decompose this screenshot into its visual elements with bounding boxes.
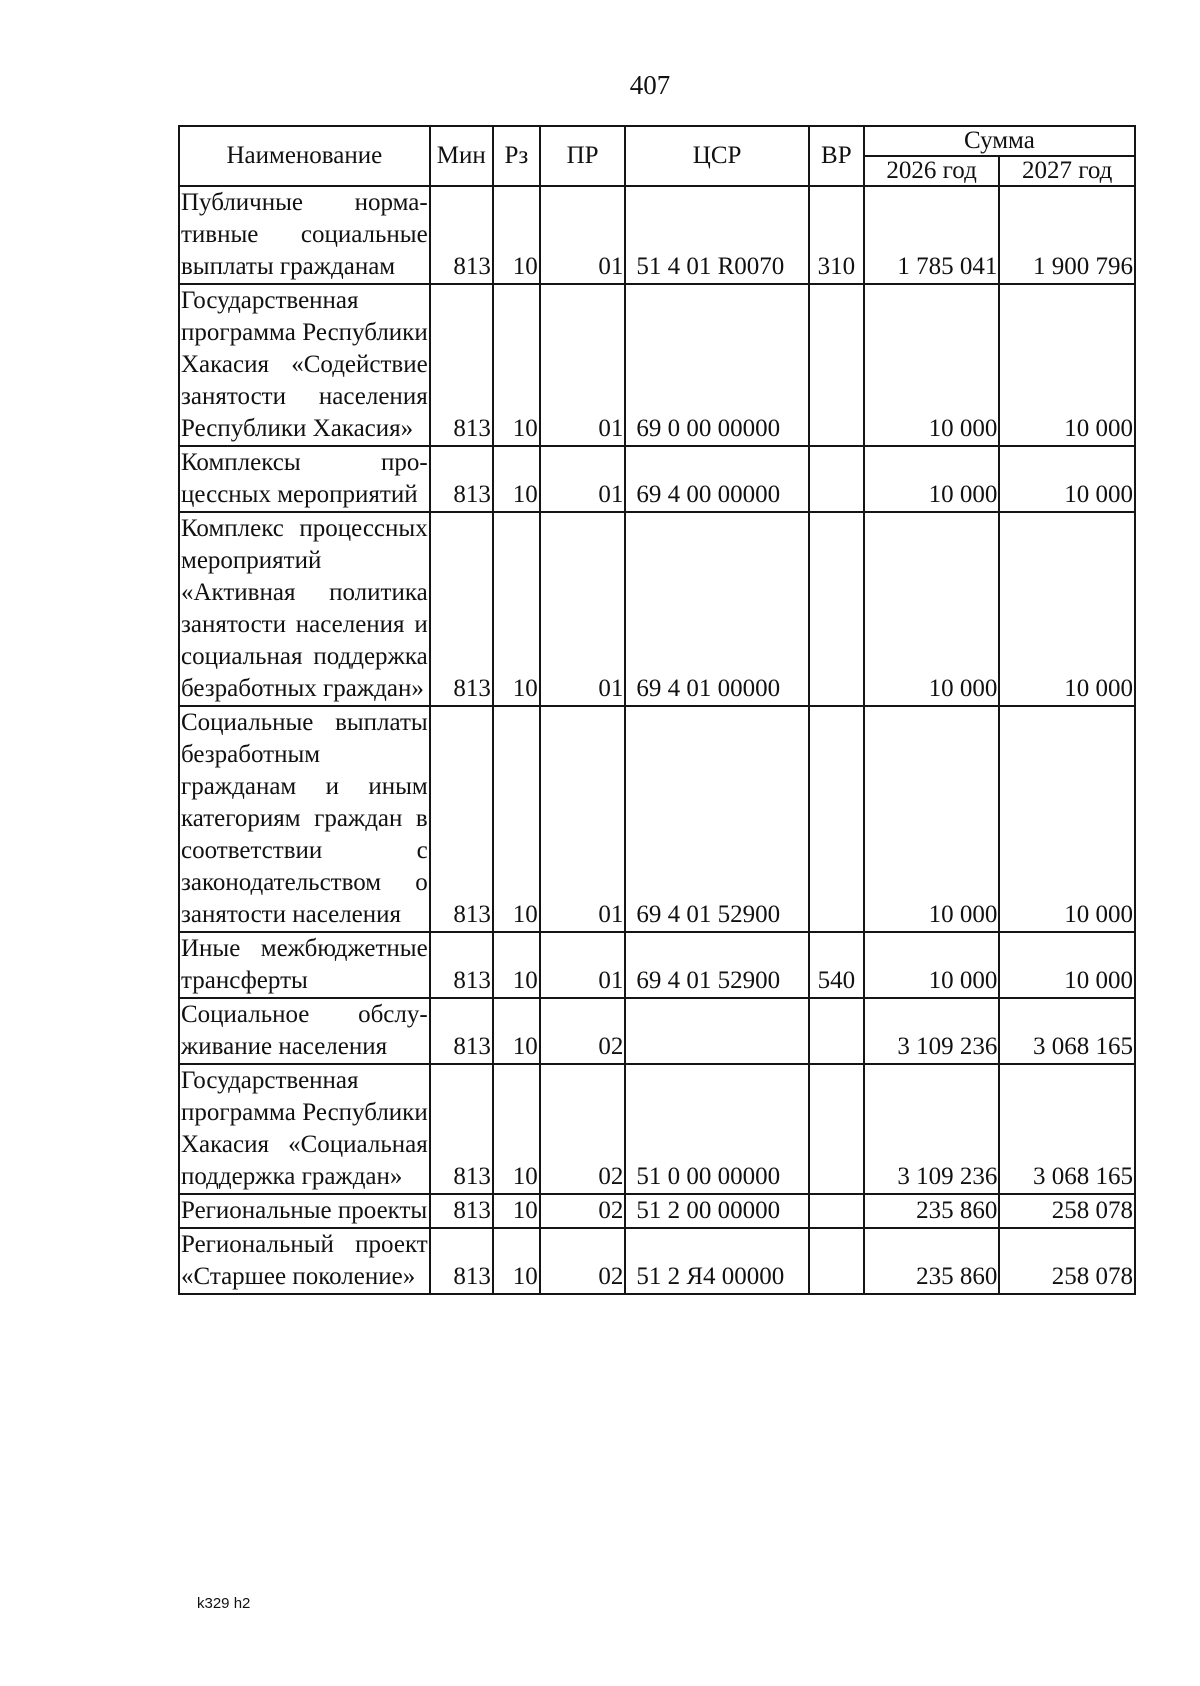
table-row bbox=[179, 1064, 1135, 1194]
row-amount-2026: 235 860 bbox=[864, 1228, 1000, 1294]
row-min: 813 bbox=[430, 512, 493, 706]
row-pr: 02 bbox=[540, 1228, 626, 1294]
row-amount-2027: 10 000 bbox=[999, 706, 1135, 932]
row-pr: 01 bbox=[540, 932, 626, 998]
row-rz: 10 bbox=[493, 1228, 540, 1294]
row-name: Государственная программа Республики Хакасия «Содействие занятости населения Республики Хакасия» bbox=[179, 284, 430, 446]
header-sum: Сумма bbox=[864, 126, 1135, 156]
row-min: 813 bbox=[430, 706, 493, 932]
row-rz: 10 bbox=[493, 1194, 540, 1228]
row-vr: 540 bbox=[809, 932, 864, 998]
row-min: 813 bbox=[430, 1064, 493, 1194]
header-rz: Рз bbox=[493, 126, 540, 186]
page-number: 407 bbox=[629, 70, 671, 100]
row-pr: 01 bbox=[540, 512, 626, 706]
row-csr: 51 2 Я4 00000 bbox=[625, 1228, 808, 1294]
row-vr bbox=[809, 706, 864, 932]
row-amount-2026: 10 000 bbox=[864, 284, 1000, 446]
row-name: Иные межбюджетные трансферты bbox=[179, 932, 430, 998]
row-amount-2026: 235 860 bbox=[864, 1194, 1000, 1228]
row-rz: 10 bbox=[493, 512, 540, 706]
row-csr: 69 4 01 52900 bbox=[625, 706, 808, 932]
row-name: Комплексы процессных мероприятий bbox=[179, 446, 430, 512]
header-pr: ПР bbox=[540, 126, 626, 186]
row-pr: 01 bbox=[540, 186, 626, 284]
row-name: Региональные проекты bbox=[179, 1194, 430, 1228]
table-row bbox=[179, 706, 1135, 932]
row-csr: 69 0 00 00000 bbox=[625, 284, 808, 446]
row-amount-2026: 10 000 bbox=[864, 512, 1000, 706]
table-row bbox=[179, 512, 1135, 706]
table-row bbox=[179, 284, 1135, 446]
row-vr bbox=[809, 284, 864, 446]
row-csr bbox=[625, 998, 808, 1064]
table-row bbox=[179, 446, 1135, 512]
row-name: Комплекс процессных мероприятий «Активная политика занятости населения и социальная поддержка безработных граждан» bbox=[179, 512, 430, 706]
budget-table bbox=[178, 125, 1136, 1295]
header-name: Наименование bbox=[179, 126, 430, 186]
row-min: 813 bbox=[430, 932, 493, 998]
header-vr: ВР bbox=[809, 126, 864, 186]
row-pr: 02 bbox=[540, 998, 626, 1064]
row-csr: 51 2 00 00000 bbox=[625, 1194, 808, 1228]
row-amount-2026: 3 109 236 bbox=[864, 1064, 1000, 1194]
row-name: Социальное обслуживание населения bbox=[179, 998, 430, 1064]
row-amount-2027: 3 068 165 bbox=[999, 998, 1135, 1064]
row-amount-2026: 10 000 bbox=[864, 932, 1000, 998]
row-vr bbox=[809, 446, 864, 512]
row-vr bbox=[809, 1228, 864, 1294]
row-name: Региональный проект «Старшее поколение» bbox=[179, 1228, 430, 1294]
row-name: Публичные нормативные социальные выплаты гражданам bbox=[179, 186, 430, 284]
row-pr: 01 bbox=[540, 446, 626, 512]
row-csr: 69 4 00 00000 bbox=[625, 446, 808, 512]
header-year-2026: 2026 год bbox=[864, 156, 1000, 186]
row-min: 813 bbox=[430, 1194, 493, 1228]
table-row bbox=[179, 1228, 1135, 1294]
row-vr bbox=[809, 512, 864, 706]
row-amount-2027: 258 078 bbox=[999, 1194, 1135, 1228]
row-min: 813 bbox=[430, 186, 493, 284]
header-csr: ЦСР bbox=[625, 126, 808, 186]
footer-code: k329 h2 bbox=[197, 1595, 251, 1612]
row-csr: 69 4 01 52900 bbox=[625, 932, 808, 998]
row-rz: 10 bbox=[493, 1064, 540, 1194]
header-year-2027: 2027 год bbox=[999, 156, 1135, 186]
row-amount-2026: 10 000 bbox=[864, 706, 1000, 932]
row-rz: 10 bbox=[493, 446, 540, 512]
row-name: Социальные выплаты безработным гражданам и иным категориям граждан в соответствии с законодательством о занятости населения bbox=[179, 706, 430, 932]
table-row bbox=[179, 186, 1135, 284]
row-amount-2027: 3 068 165 bbox=[999, 1064, 1135, 1194]
table-row bbox=[179, 998, 1135, 1064]
table-body bbox=[179, 186, 1135, 1294]
row-min: 813 bbox=[430, 446, 493, 512]
row-name: Государственная программа Республики Хакасия «Социальная поддержка граждан» bbox=[179, 1064, 430, 1194]
row-min: 813 bbox=[430, 284, 493, 446]
table-header-row bbox=[179, 126, 1135, 156]
row-amount-2027: 10 000 bbox=[999, 932, 1135, 998]
row-vr bbox=[809, 998, 864, 1064]
row-pr: 02 bbox=[540, 1194, 626, 1228]
row-csr: 69 4 01 00000 bbox=[625, 512, 808, 706]
header-min: Мин bbox=[430, 126, 493, 186]
row-min: 813 bbox=[430, 998, 493, 1064]
row-rz: 10 bbox=[493, 284, 540, 446]
row-csr: 51 4 01 R0070 bbox=[625, 186, 808, 284]
row-pr: 01 bbox=[540, 706, 626, 932]
row-amount-2026: 3 109 236 bbox=[864, 998, 1000, 1064]
row-vr bbox=[809, 1194, 864, 1228]
row-pr: 02 bbox=[540, 1064, 626, 1194]
row-amount-2027: 258 078 bbox=[999, 1228, 1135, 1294]
row-amount-2027: 1 900 796 bbox=[999, 186, 1135, 284]
table-row bbox=[179, 1194, 1135, 1228]
row-rz: 10 bbox=[493, 932, 540, 998]
row-rz: 10 bbox=[493, 706, 540, 932]
row-amount-2026: 10 000 bbox=[864, 446, 1000, 512]
row-vr bbox=[809, 1064, 864, 1194]
row-min: 813 bbox=[430, 1228, 493, 1294]
row-rz: 10 bbox=[493, 998, 540, 1064]
row-vr: 310 bbox=[809, 186, 864, 284]
table-row bbox=[179, 932, 1135, 998]
row-amount-2027: 10 000 bbox=[999, 446, 1135, 512]
row-amount-2027: 10 000 bbox=[999, 512, 1135, 706]
row-csr: 51 0 00 00000 bbox=[625, 1064, 808, 1194]
row-rz: 10 bbox=[493, 186, 540, 284]
row-pr: 01 bbox=[540, 284, 626, 446]
row-amount-2026: 1 785 041 bbox=[864, 186, 1000, 284]
row-amount-2027: 10 000 bbox=[999, 284, 1135, 446]
